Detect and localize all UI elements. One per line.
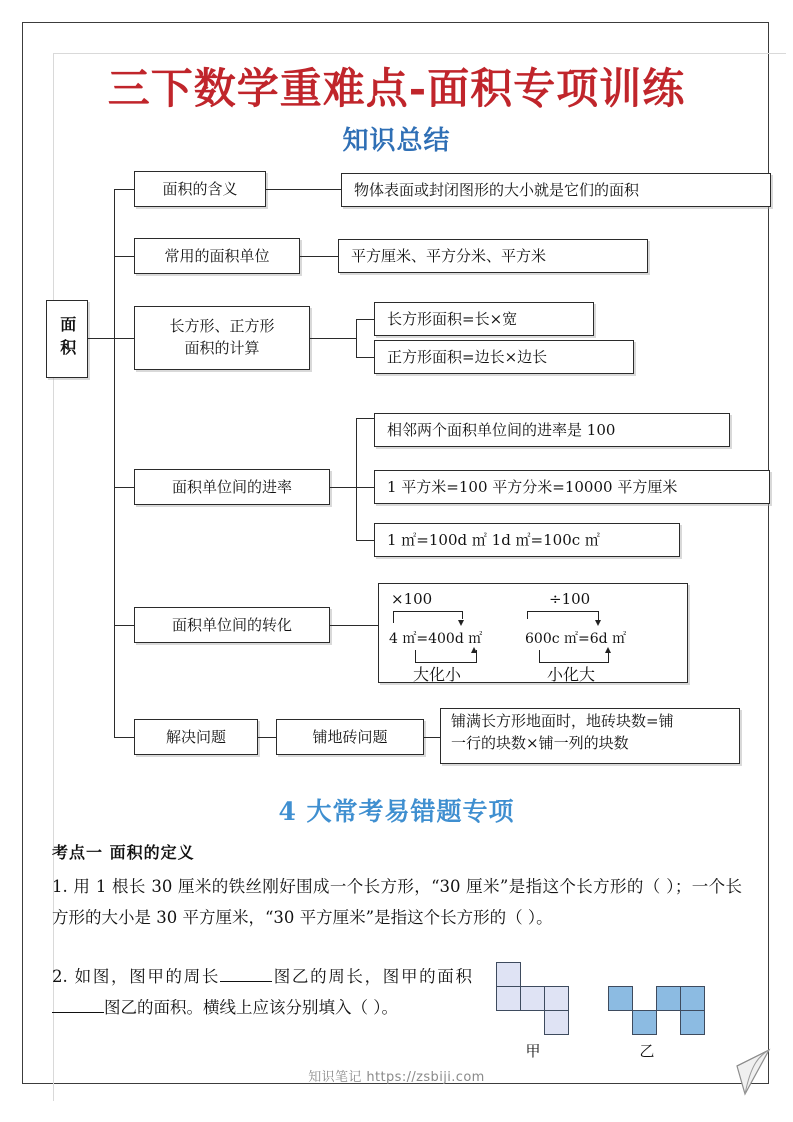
question-2-seg3: 图乙的面积。横线上应该分别填入（ ）。 [104,997,398,1017]
connector-stub-3 [114,338,134,339]
connector-rect-bottom [356,357,374,358]
detail-common-units: 平方厘米、平方分米、平方米 [338,239,648,273]
conv-right-operator: ÷100 [549,590,591,608]
page-curl-icon [715,1044,771,1100]
conv-right-arrow-up [605,647,611,653]
shape-yi-label: 乙 [639,1042,655,1060]
connector-stub-6 [114,737,134,738]
shape-jia-cell [544,986,569,1011]
conv-right-caption: 小化大 [547,665,596,684]
node-rect-square-area-line2: 面积的计算 [184,339,260,357]
connector-unit-rate-3 [356,540,374,541]
conv-left-arrow-down [458,620,464,626]
shape-yi-cell [680,1010,705,1035]
connector-area-meaning [266,189,341,190]
conv-left-expr-b: 400d ㎡ [428,631,483,647]
node-tiling-problem: 铺地砖问题 [276,719,424,755]
mindmap-root-node: 面积 [46,300,88,378]
conv-right-expr-b: =6d ㎡ [578,631,627,647]
connector-unit-rate-1 [356,418,374,419]
connector-common-units [300,256,338,257]
question-2 [52,962,472,1023]
question-2-figure [492,962,742,1070]
conv-right-arrow-down [595,620,601,626]
conv-left-caption: 大化小 [413,665,462,684]
detail-area-meaning: 物体表面或封闭图形的大小就是它们的面积 [341,173,771,207]
connector-stub-1 [114,189,134,190]
page-title: 三下数学重难点-面积专项训练 [107,64,686,113]
conv-right-top-bracket [527,611,599,625]
detail-tiling-line2: 一行的块数×铺一列的块数 [451,733,629,752]
detail-symbol-conversion: 1 ㎡=100d ㎡ 1d ㎡=100c ㎡ [374,523,680,557]
question-2-seg2: 图乙的周长，图甲的面积 [272,967,472,986]
keypoint-label: 考点一 面积的定义 [52,843,195,862]
conv-right-expression [525,628,626,648]
connector-root [88,338,114,339]
conversion-illustration [378,583,688,683]
connector-unit-rate-fork [356,418,357,540]
node-rect-square-area [134,306,310,370]
node-unit-rate: 面积单位间的进率 [134,469,330,505]
connector-tiling-detail [424,737,440,738]
shape-yi-cell [608,986,633,1011]
conv-left-top-bracket [393,611,463,625]
conv-right-expr-a: 600c ㎡ [525,631,579,647]
connector-stub-4 [114,487,134,488]
answer-blank-1[interactable] [220,981,272,982]
connector-unit-rate-2 [356,487,374,488]
detail-meter-conversion: 1 平方米=100 平方分米=10000 平方厘米 [374,470,770,504]
conv-left-expression [389,628,482,648]
connector-stub-2 [114,256,134,257]
connector-solve-problem [258,737,276,738]
shape-yi-cell [656,986,681,1011]
node-common-units: 常用的面积单位 [134,238,300,274]
question-1: 1. 用 1 根长 30 厘米的铁丝刚好围成一个长方形，“30 厘米”是指这个长方形的（ ）；一个长方形的大小是 30 平方厘米，“30 平方厘米”是指这个长方形的（ ）。 [52,877,742,927]
question-2-seg1: 2. 如图，图甲的周长 [52,967,221,986]
conv-left-arrow-up [471,647,477,653]
connector-rect-square [310,338,356,339]
shape-jia-cell [496,962,521,987]
answer-blank-2[interactable] [52,1012,104,1013]
conv-left-expr-a: 4 ㎡= [389,631,429,647]
detail-tiling-formula [440,708,740,764]
connector-rect-top [356,319,374,320]
connector-unit-transform [330,625,378,626]
watermark: 知识笔记 https://zsbiji.com [308,1070,485,1085]
shape-jia-cell [496,986,521,1011]
node-area-meaning: 面积的含义 [134,171,266,207]
node-rect-square-area-line1: 长方形、正方形 [169,317,275,336]
shape-jia-cell [520,986,545,1011]
connector-rect-square-fork [356,319,357,357]
connector-unit-rate [330,487,356,488]
detail-adjacent-rate: 相邻两个面积单位间的进率是 100 [374,413,730,447]
connector-stub-5 [114,625,134,626]
conv-left-operator: ×100 [391,590,433,608]
detail-square-area-formula: 正方形面积=边长×边长 [374,340,634,374]
shape-yi-cell [680,986,705,1011]
shape-yi-cell [632,1010,657,1035]
node-unit-transform: 面积单位间的转化 [134,607,330,643]
node-solve-problem: 解决问题 [134,719,258,755]
exercise-section-heading: 4 大常考易错题专项 [278,797,515,826]
shape-jia-cell [544,1010,569,1035]
detail-rect-area-formula: 长方形面积=长×宽 [374,302,594,336]
detail-tiling-line1: 铺满长方形地面时，地砖块数=铺 [451,712,674,730]
connector-spine [114,189,115,737]
shape-jia-label: 甲 [525,1042,541,1060]
knowledge-summary-heading: 知识总结 [342,126,451,156]
